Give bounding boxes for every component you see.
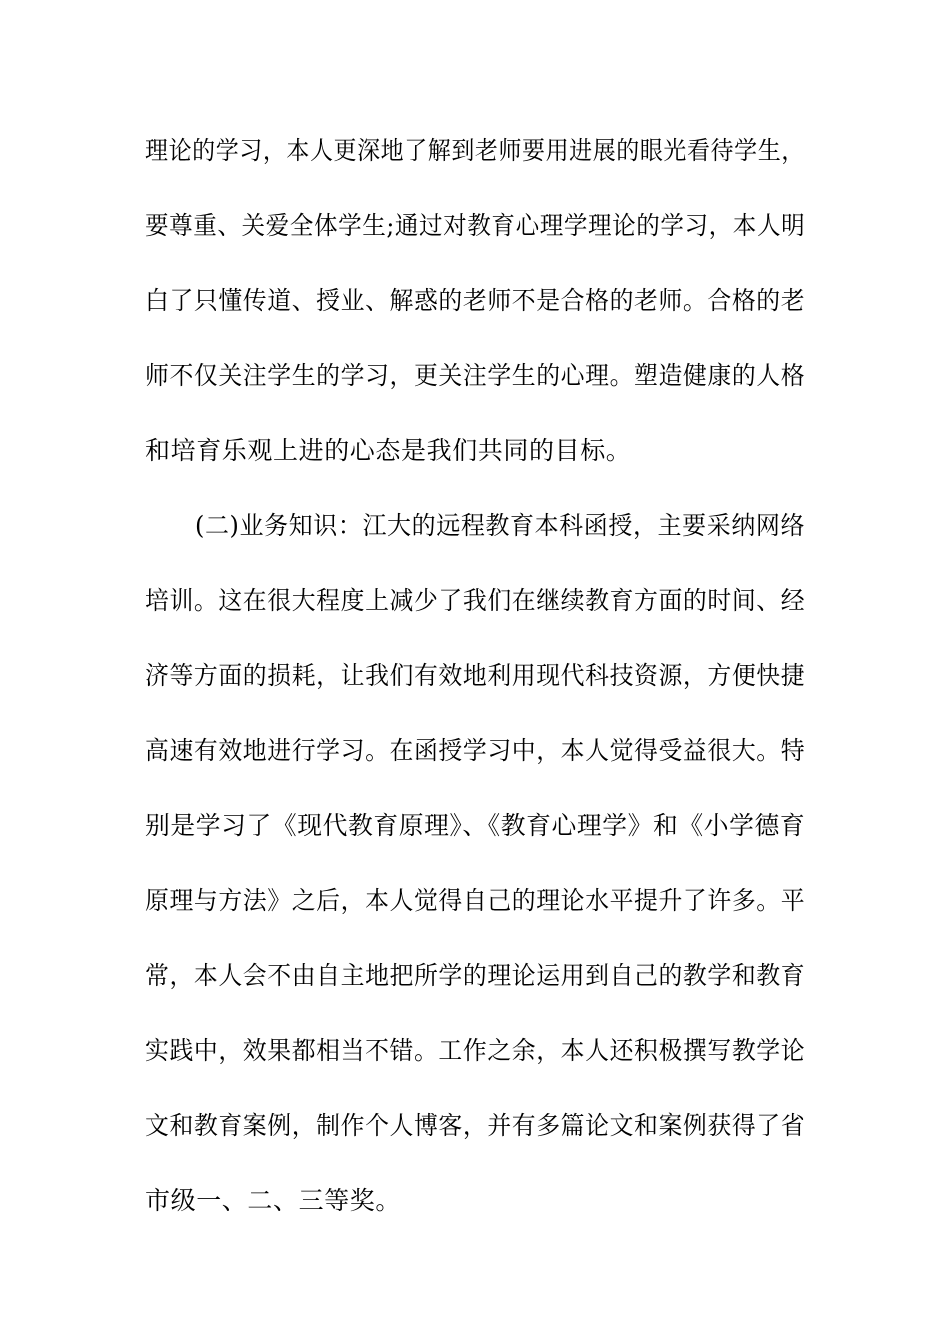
text-line: 师不仅关注学生的学习，更关注学生的心理。塑造健康的人格 <box>145 361 806 390</box>
text-line: 原理与方法》之后，本人觉得自己的理论水平提升了许多。平 <box>145 886 806 915</box>
text-line: 实践中，效果都相当不错。工作之余，本人还积极撰写教学论 <box>145 1036 806 1065</box>
text-line: 和培育乐观上进的心态是我们共同的目标。 <box>145 436 632 465</box>
text-line: 白了只懂传道、授业、解惑的老师不是合格的老师。合格的老 <box>145 286 806 315</box>
text-line: 济等方面的损耗，让我们有效地利用现代科技资源，方便快捷 <box>145 661 806 690</box>
text-line: 文和教育案例，制作个人博客，并有多篇论文和案例获得了省 <box>145 1111 806 1140</box>
text-line: 市级一、二、三等奖。 <box>145 1186 402 1215</box>
text-line: 别是学习了《现代教育原理》、《教育心理学》和《小学德育 <box>145 811 806 840</box>
text-line: 常，本人会不由自主地把所学的理论运用到自己的教学和教育 <box>145 961 806 990</box>
text-line: 高速有效地进行学习。在函授学习中，本人觉得受益很大。特 <box>145 736 806 765</box>
text-line: (二)业务知识：江大的远程教育本科函授，主要采纳网络 <box>195 511 806 540</box>
text-line: 理论的学习，本人更深地了解到老师要用进展的眼光看待学生， <box>145 136 805 165</box>
text-line: 培训。这在很大程度上减少了我们在继续教育方面的时间、经 <box>145 586 806 615</box>
text-line: 要尊重、关爱全体学生;通过对教育心理学理论的学习，本人明 <box>145 211 806 240</box>
